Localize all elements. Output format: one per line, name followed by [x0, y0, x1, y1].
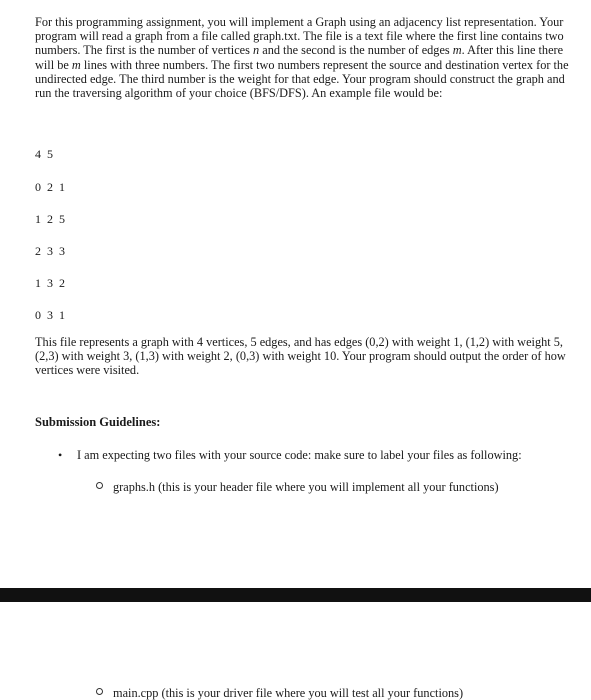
hollow-circle-icon — [96, 482, 103, 489]
bullet-dot-icon: • — [58, 448, 63, 462]
sub-item-main-cpp — [96, 686, 463, 700]
hollow-circle-icon — [96, 688, 103, 695]
submission-heading: Submission Guidelines: — [35, 415, 161, 429]
sub-item-text: main.cpp (this is your driver file where you will test all your functions) — [113, 686, 464, 700]
example-line: 0 2 1 — [35, 180, 67, 194]
explanation-paragraph: This file represents a graph with 4 vertices, 5 edges, and has edges (0,2) with weight 1, (1,2) with weight 5, (2,3) with weight 3, (1,3) with weight 2, (0,3) with weight 10. Your program should output the order of how vertices were visited. — [35, 335, 566, 378]
example-line: 0 3 1 — [35, 308, 67, 322]
bullet-text: I am expecting two files with your source code: make sure to label your files as following: — [77, 448, 522, 462]
example-line: 1 2 5 — [35, 212, 67, 226]
sub-item-text: graphs.h (this is your header file where you will implement all your functions) — [113, 480, 499, 494]
bullet-item — [58, 448, 538, 462]
example-line: 1 3 2 — [35, 276, 67, 290]
page-divider-bar — [0, 588, 591, 602]
example-line: 4 5 — [35, 147, 55, 161]
example-line: 2 3 3 — [35, 244, 67, 258]
sub-item-graphs-h — [96, 480, 499, 494]
intro-paragraph: For this programming assignment, you will implement a Graph using an adjacency list representation. Your program will read a graph from a file called graph.txt. The file is a text file where the first line contains two numbers. The first is the number of vertices n and the second is the number of edges m. After this line there will be m lines with three numbers. The first two numbers represent the source and destination vertex for the undirected edge. The third number is the weight for that edge. Your program should construct the graph and run the traversing algorithm of your choice (BFS/DFS). An example file would be: — [35, 15, 569, 101]
